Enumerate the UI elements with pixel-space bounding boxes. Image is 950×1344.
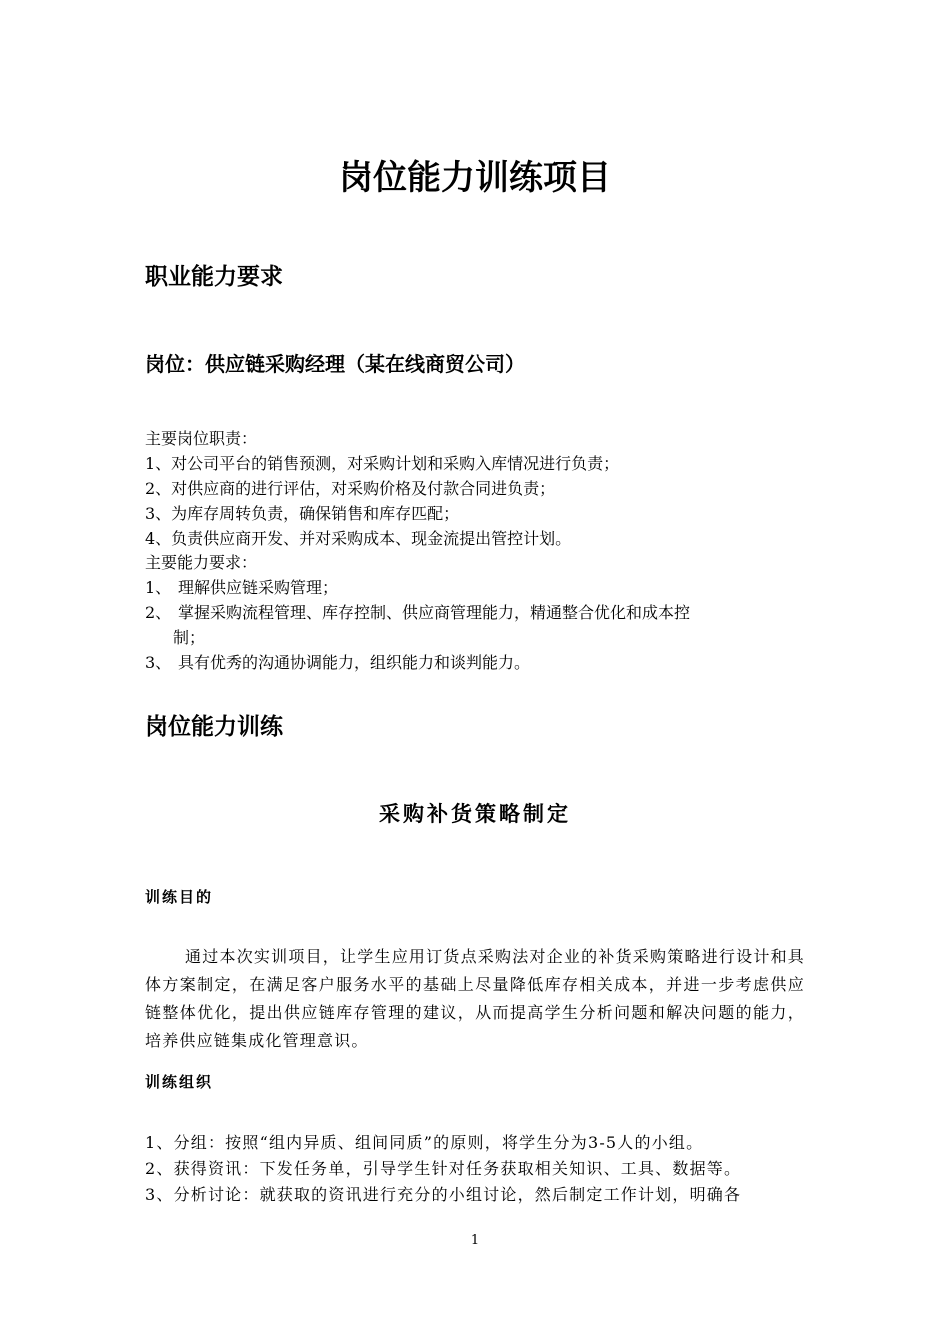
ability-item-number: 1、 bbox=[145, 578, 172, 597]
training-subtitle: 采购补货策略制定 bbox=[379, 801, 571, 826]
ability-item-text: 理解供应链采购管理； bbox=[178, 578, 339, 597]
section-heading-career-ability: 职业能力要求 bbox=[145, 264, 283, 290]
ability-item-number: 3、 bbox=[145, 653, 172, 672]
goal-label: 训练目的 bbox=[145, 888, 214, 906]
organization-item: 1、分组：按照“组内异质、组间同质”的原则，将学生分为3-5人的小组。 bbox=[145, 1133, 704, 1152]
ability-item-text: 具有优秀的沟通协调能力，组织能力和谈判能力。 bbox=[178, 653, 531, 672]
document-title: 岗位能力训练项目 bbox=[339, 158, 611, 198]
organization-item: 3、分析讨论：就获取的资讯进行充分的小组讨论，然后制定工作计划，明确各 bbox=[145, 1185, 742, 1204]
duties-heading: 主要岗位职责： bbox=[145, 429, 258, 448]
page-number: 1 bbox=[470, 1233, 480, 1248]
duty-item: 3、为库存周转负责，确保销售和库存匹配； bbox=[145, 504, 460, 523]
organization-label: 训练组织 bbox=[145, 1073, 214, 1091]
duty-item: 4、负责供应商开发、并对采购成本、现金流提出管控计划。 bbox=[145, 529, 572, 548]
ability-item-number: 2、 bbox=[145, 603, 172, 622]
duty-item: 2、对供应商的进行评估，对采购价格及付款合同进负责； bbox=[145, 479, 556, 498]
goal-paragraph bbox=[145, 943, 805, 1055]
section-heading-training: 岗位能力训练 bbox=[145, 714, 283, 740]
position-line: 岗位：供应链采购经理（某在线商贸公司） bbox=[145, 352, 525, 376]
goal-text: 通过本次实训项目，让学生应用订货点采购法对企业的补货采购策略进行设计和具体方案制定，在满足客户服务水平的基础上尽量降低库存相关成本，并进一步考虑供应链整体优化，提出供应链库存管理的建议，从而提高学生分析问题和解决问题的能力，培养供应链集成化管理意识。 bbox=[145, 947, 805, 1050]
ability-item-continuation: 制； bbox=[173, 628, 206, 647]
ability-item-text: 掌握采购流程管理、库存控制、供应商管理能力，精通整合优化和成本控 bbox=[178, 603, 691, 622]
duty-item: 1、对公司平台的销售预测，对采购计划和采购入库情况进行负责； bbox=[145, 454, 620, 473]
organization-item: 2、获得资讯：下发任务单，引导学生针对任务获取相关知识、工具、数据等。 bbox=[145, 1159, 742, 1178]
abilities-heading: 主要能力要求： bbox=[145, 553, 258, 572]
